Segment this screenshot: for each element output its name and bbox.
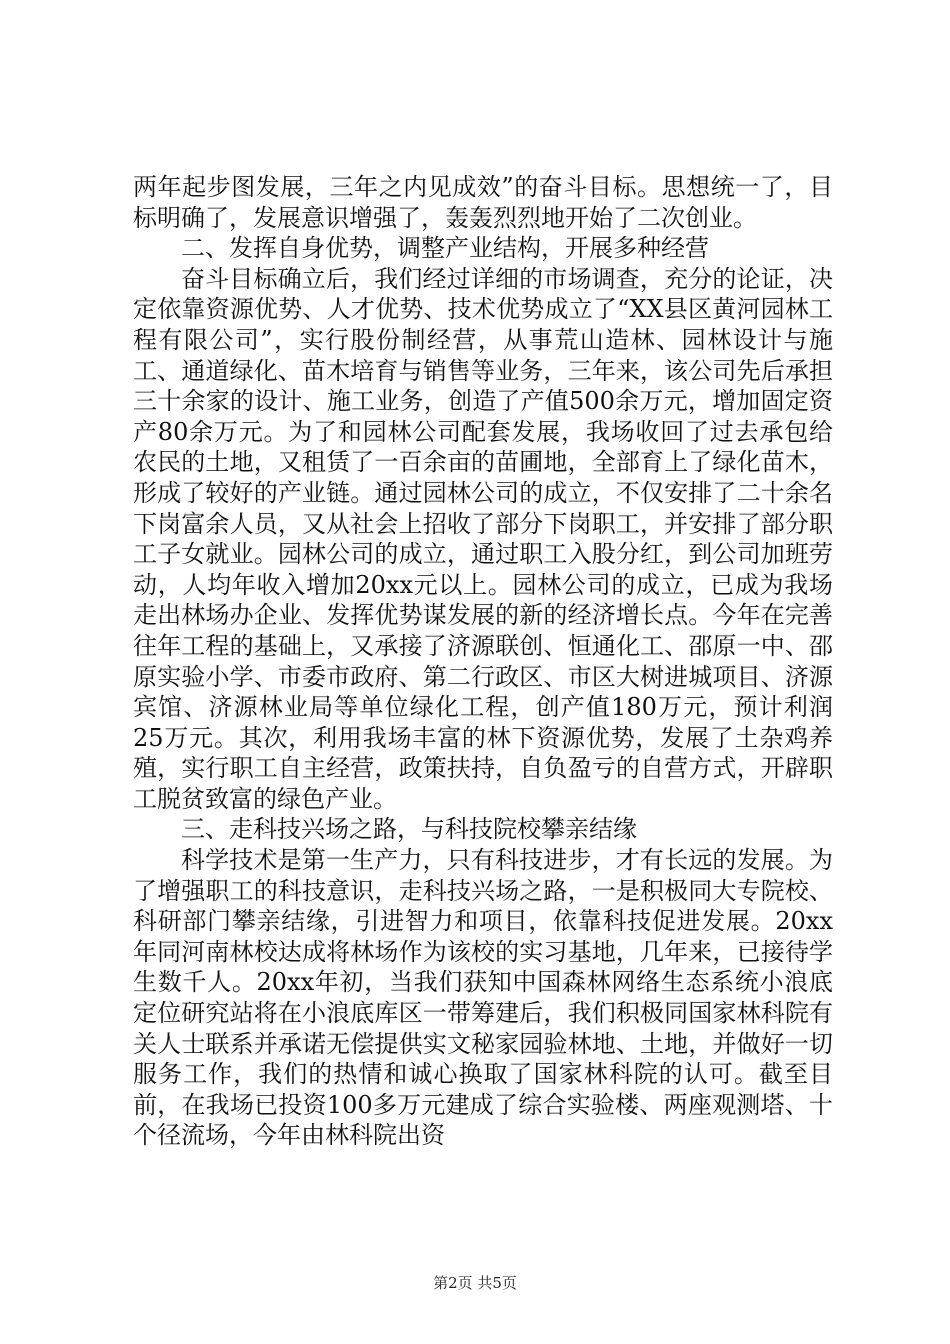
page-footer: 第2页 共5页 [433,1274,517,1292]
document-body [133,172,833,1151]
section-heading-3: 三、走科技兴场之路，与科技院校攀亲结缘 [181,815,637,844]
body-paragraph: 奋斗目标确立后，我们经过详细的市场调查，充分的论证，决定依靠资源优势、人才优势、技术优势成立了“XX县区黄河园林工程有限公司”，实行股份制经营，从事荒山造林、园林设计与施工、通道绿化、苗木培育与销售等业务，三年来，该公司先后承担三十余家的设计、施工业务，创造了产值500余万元，增加固定资产80余万元。为了和园林公司配套发展，我场收回了过去承包给农民的土地，又租赁了一百余亩的苗圃地，全部育上了绿化苗木，形成了较好的产业链。通过园林公司的成立，不仅安排了二十余名下岗富余人员，又从社会上招收了部分下岗职工，并安排了部分职工子女就业。园林公司的成立，通过职工入股分红，到公司加班劳动，人均年收入增加20xx元以上。园林公司的成立，已成为我场走出林场办企业、发挥优势谋发展的新的经济增长点。今年在完善往年工程的基础上，又承接了济源联创、恒通化工、邵原一中、邵原实验小学、市委市政府、第二行政区、市区大树进城项目、济源宾馆、济源林业局等单位绿化工程，创产值180万元，预计利润25万元。其次，利用我场丰富的林下资源优势，发展了土杂鸡养殖，实行职工自主经营，政策扶持，自负盈亏的自营方式，开辟职工脱贫致富的绿色产业。 [133,264,833,813]
continuation-paragraph: 两年起步图发展，三年之内见成效”的奋斗目标。思想统一了，目标明确了，发展意识增强了，轰轰烈烈地开始了二次创业。 [133,173,833,232]
section-heading-2: 二、发挥自身优势，调整产业结构，开展多种经营 [181,234,709,263]
body-paragraph: 科学技术是第一生产力，只有科技进步，才有长远的发展。为了增强职工的科技意识，走科技兴场之路，一是积极同大专院校、科研部门攀亲结缘，引进智力和项目，依靠科技促进发展。20xx年同河南林校达成将林场作为该校的实习基地，几年来，已接待学生数千人。20xx年初，当我们获知中国森林网络生态系统小浪底定位研究站将在小浪底库区一带筹建后，我们积极同国家林科院有关人士联系并承诺无偿提供实文秘家园验林地、土地，并做好一切服务工作，我们的热情和诚心换取了国家林科院的认可。截至目前，在我场已投资100多万元建成了综合实验楼、两座观测塔、十个径流场，今年由林科院出资 [133,846,833,1150]
